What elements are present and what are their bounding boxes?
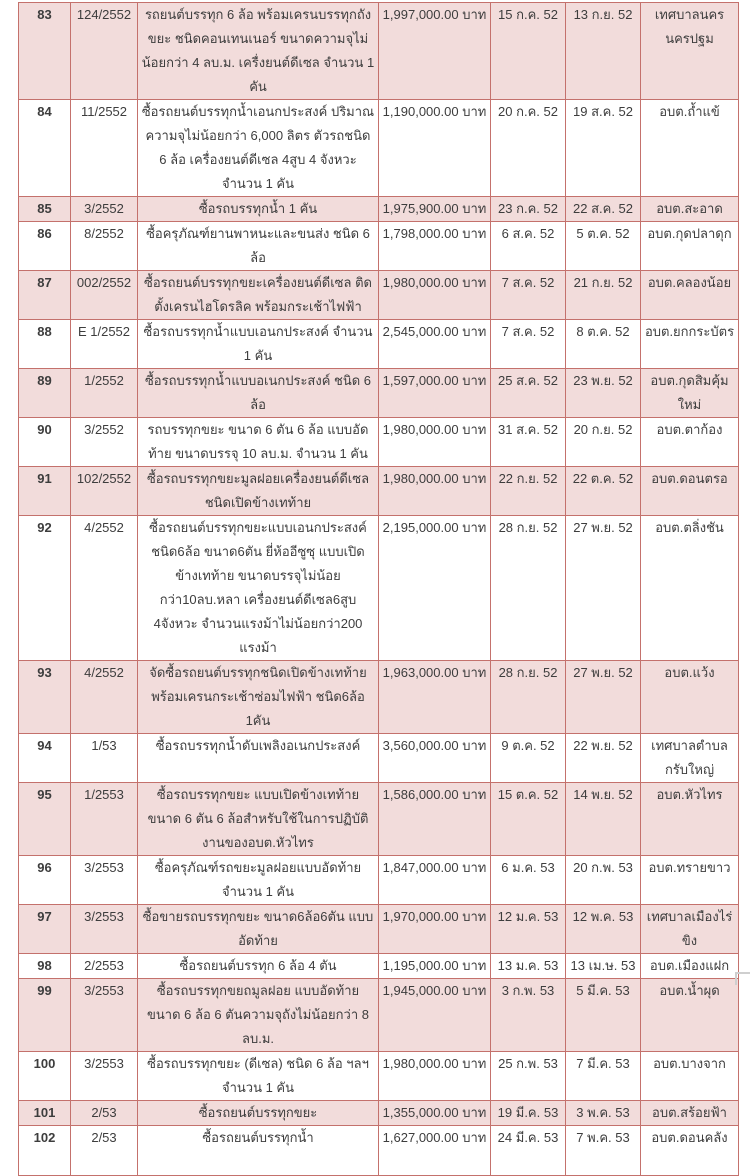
cell-sign-date: 27 พ.ย. 52 xyxy=(566,661,641,734)
table-row xyxy=(19,418,739,467)
cell-row-number: 99 xyxy=(19,979,71,1052)
cell-row-number: 94 xyxy=(19,734,71,783)
cell-sign-date: 22 พ.ย. 52 xyxy=(566,734,641,783)
table-row xyxy=(19,320,739,369)
cell-price: 1,945,000.00 บาท xyxy=(379,979,491,1052)
cell-doc-number: 124/2552 xyxy=(71,3,138,100)
cell-description: ซื้อรถบรรทุกน้ำดับเพลิงอเนกประสงค์ xyxy=(138,734,379,783)
cell-doc-number: 2/2553 xyxy=(71,954,138,979)
cell-sign-date: 13 ก.ย. 52 xyxy=(566,3,641,100)
cell-organization: เทศบาลตำบลกรับใหญ่ xyxy=(641,734,739,783)
table-row xyxy=(19,1052,739,1101)
cell-doc-number: 2/53 xyxy=(71,1126,138,1176)
cell-organization: เทศบาลเมืองไร่ขิง xyxy=(641,905,739,954)
cell-description: ซื้อรถบรรทุกขยะ (ดีเซล) ชนิด 6 ล้อ ฯลฯ จำนวน 1 คัน xyxy=(138,1052,379,1101)
table-row xyxy=(19,271,739,320)
cell-organization: อบต.ดอนคลัง xyxy=(641,1126,739,1176)
cell-row-number: 84 xyxy=(19,100,71,197)
cell-organization: เทศบาลนครนครปฐม xyxy=(641,3,739,100)
cell-description: ซื้อรถบรรทุกน้ำแบบอเนกประสงค์ ชนิด 6 ล้อ xyxy=(138,369,379,418)
cell-announce-date: 25 ส.ค. 52 xyxy=(491,369,566,418)
cell-doc-number: 3/2552 xyxy=(71,418,138,467)
cell-row-number: 101 xyxy=(19,1101,71,1126)
cell-description: ซื้อรถบรรทุกขยะ แบบเปิดข้างเทท้าย ขนาด 6 ตัน 6 ล้อสำหรับใช้ในการปฏิบัติงานของอบต.หัวไทร xyxy=(138,783,379,856)
cell-row-number: 85 xyxy=(19,197,71,222)
cell-price: 1,970,000.00 บาท xyxy=(379,905,491,954)
cell-announce-date: 19 มี.ค. 53 xyxy=(491,1101,566,1126)
cell-description: จัดซื้อรถยนต์บรรทุกชนิดเปิดข้างเทท้าย พร้อมเครนกระเช้าซ่อมไฟฟ้า ชนิด6ล้อ 1คัน xyxy=(138,661,379,734)
cell-price: 2,195,000.00 บาท xyxy=(379,516,491,661)
cell-row-number: 90 xyxy=(19,418,71,467)
cell-organization: อบต.ยกกระบัตร xyxy=(641,320,739,369)
cell-price: 1,980,000.00 บาท xyxy=(379,418,491,467)
cell-sign-date: 27 พ.ย. 52 xyxy=(566,516,641,661)
table-row xyxy=(19,222,739,271)
table-row xyxy=(19,661,739,734)
cell-price: 1,980,000.00 บาท xyxy=(379,1052,491,1101)
cell-row-number: 87 xyxy=(19,271,71,320)
cell-sign-date: 12 พ.ค. 53 xyxy=(566,905,641,954)
cell-row-number: 83 xyxy=(19,3,71,100)
cell-sign-date: 3 พ.ค. 53 xyxy=(566,1101,641,1126)
cell-row-number: 100 xyxy=(19,1052,71,1101)
cell-doc-number: 002/2552 xyxy=(71,271,138,320)
cell-description: ซื้อครุภัณฑ์รถขยะมูลฝอยแบบอัดท้าย จำนวน 1 คัน xyxy=(138,856,379,905)
cell-announce-date: 25 ก.พ. 53 xyxy=(491,1052,566,1101)
cell-announce-date: 23 ก.ค. 52 xyxy=(491,197,566,222)
cell-price: 1,355,000.00 บาท xyxy=(379,1101,491,1126)
cell-description: รถยนต์บรรทุก 6 ล้อ พร้อมเครนบรรทุกถังขยะ ชนิดคอนเทนเนอร์ ขนาดความจุไม่น้อยกว่า 4 ลบ.ม. เครื่งยนต์ดีเซล จำนวน 1 คัน xyxy=(138,3,379,100)
cell-sign-date: 22 ส.ค. 52 xyxy=(566,197,641,222)
cell-organization: อบต.คลองน้อย xyxy=(641,271,739,320)
cell-doc-number: 3/2552 xyxy=(71,197,138,222)
cell-announce-date: 28 ก.ย. 52 xyxy=(491,661,566,734)
table-row xyxy=(19,369,739,418)
table-row xyxy=(19,197,739,222)
corner-artifact xyxy=(735,972,750,985)
cell-description: ซื้อรถยนต์บรรทุกขยะเครื่องยนต์ดีเซล ติดตั้งเครนไฮโดรลิค พร้อมกระเช้าไฟฟ้า xyxy=(138,271,379,320)
cell-announce-date: 28 ก.ย. 52 xyxy=(491,516,566,661)
cell-announce-date: 7 ส.ค. 52 xyxy=(491,271,566,320)
cell-organization: อบต.กุดปลาดุก xyxy=(641,222,739,271)
table-row xyxy=(19,1101,739,1126)
cell-price: 3,560,000.00 บาท xyxy=(379,734,491,783)
cell-organization: อบต.ดอนตรอ xyxy=(641,467,739,516)
cell-doc-number: 1/2552 xyxy=(71,369,138,418)
cell-sign-date: 19 ส.ค. 52 xyxy=(566,100,641,197)
cell-doc-number: 3/2553 xyxy=(71,1052,138,1101)
cell-description: ซื้อรถบรรทุกน้ำ 1 คัน xyxy=(138,197,379,222)
cell-description: ซื้อขายรถบรรทุกขยะ ขนาด6ล้อ6ตัน แบบอัดท้าย xyxy=(138,905,379,954)
cell-row-number: 93 xyxy=(19,661,71,734)
cell-price: 1,980,000.00 บาท xyxy=(379,467,491,516)
table-row xyxy=(19,905,739,954)
table-row xyxy=(19,1126,739,1176)
cell-sign-date: 22 ต.ค. 52 xyxy=(566,467,641,516)
cell-announce-date: 9 ต.ค. 52 xyxy=(491,734,566,783)
cell-organization: อบต.บางจาก xyxy=(641,1052,739,1101)
cell-organization: อบต.หัวไทร xyxy=(641,783,739,856)
cell-doc-number: 102/2552 xyxy=(71,467,138,516)
cell-price: 1,627,000.00 บาท xyxy=(379,1126,491,1176)
cell-price: 1,195,000.00 บาท xyxy=(379,954,491,979)
cell-row-number: 95 xyxy=(19,783,71,856)
cell-description: ซื้อรถบรรทุกขยถมูลฝอย แบบอัดท้าย ขนาด 6 ล้อ 6 ตันความจุถังไม่น้อยกว่า 8 ลบ.ม. xyxy=(138,979,379,1052)
cell-organization: อบต.สะอาด xyxy=(641,197,739,222)
cell-row-number: 96 xyxy=(19,856,71,905)
table-body xyxy=(19,3,739,1176)
cell-row-number: 88 xyxy=(19,320,71,369)
cell-price: 1,190,000.00 บาท xyxy=(379,100,491,197)
cell-sign-date: 5 ต.ค. 52 xyxy=(566,222,641,271)
cell-row-number: 91 xyxy=(19,467,71,516)
cell-row-number: 86 xyxy=(19,222,71,271)
cell-announce-date: 3 ก.พ. 53 xyxy=(491,979,566,1052)
cell-description: ซื้อรถยนต์บรรทุก 6 ล้อ 4 ตัน xyxy=(138,954,379,979)
cell-doc-number: 1/53 xyxy=(71,734,138,783)
table-row xyxy=(19,516,739,661)
cell-doc-number: 1/2553 xyxy=(71,783,138,856)
cell-price: 1,997,000.00 บาท xyxy=(379,3,491,100)
cell-doc-number: 11/2552 xyxy=(71,100,138,197)
cell-sign-date: 20 ก.ย. 52 xyxy=(566,418,641,467)
cell-row-number: 89 xyxy=(19,369,71,418)
cell-organization: อบต.แว้ง xyxy=(641,661,739,734)
table-row xyxy=(19,467,739,516)
procurement-table xyxy=(18,2,739,1176)
cell-price: 1,980,000.00 บาท xyxy=(379,271,491,320)
table-row xyxy=(19,3,739,100)
cell-doc-number: 8/2552 xyxy=(71,222,138,271)
cell-announce-date: 6 ม.ค. 53 xyxy=(491,856,566,905)
cell-sign-date: 20 ก.พ. 53 xyxy=(566,856,641,905)
cell-organization: อบต.ตาก้อง xyxy=(641,418,739,467)
cell-organization: อบต.กุดสิมคุ้มใหม่ xyxy=(641,369,739,418)
cell-price: 1,963,000.00 บาท xyxy=(379,661,491,734)
cell-announce-date: 15 ต.ค. 52 xyxy=(491,783,566,856)
cell-row-number: 92 xyxy=(19,516,71,661)
cell-price: 1,597,000.00 บาท xyxy=(379,369,491,418)
cell-price: 2,545,000.00 บาท xyxy=(379,320,491,369)
cell-price: 1,798,000.00 บาท xyxy=(379,222,491,271)
cell-description: ซื้อรถบรรทุกขยะมูลฝอยเครื่องยนต์ดีเซล ชนิดเปิดข้างเทท้าย xyxy=(138,467,379,516)
cell-sign-date: 8 ต.ค. 52 xyxy=(566,320,641,369)
cell-sign-date: 21 ก.ย. 52 xyxy=(566,271,641,320)
cell-organization: อบต.น้ำผุด xyxy=(641,979,739,1052)
cell-description: ซื้อรถยนต์บรรทุกน้ำ xyxy=(138,1126,379,1176)
cell-doc-number: 3/2553 xyxy=(71,856,138,905)
cell-row-number: 102 xyxy=(19,1126,71,1176)
cell-organization: อบต.สร้อยฟ้า xyxy=(641,1101,739,1126)
table-row xyxy=(19,783,739,856)
cell-row-number: 97 xyxy=(19,905,71,954)
cell-announce-date: 24 มี.ค. 53 xyxy=(491,1126,566,1176)
cell-doc-number: E 1/2552 xyxy=(71,320,138,369)
cell-sign-date: 7 มี.ค. 53 xyxy=(566,1052,641,1101)
cell-announce-date: 7 ส.ค. 52 xyxy=(491,320,566,369)
cell-doc-number: 3/2553 xyxy=(71,979,138,1052)
cell-row-number: 98 xyxy=(19,954,71,979)
cell-organization: อบต.ตลิ่งชัน xyxy=(641,516,739,661)
table-row xyxy=(19,979,739,1052)
cell-announce-date: 13 ม.ค. 53 xyxy=(491,954,566,979)
cell-description: ซื้อครุภัณฑ์ยานพาหนะและขนส่ง ชนิด 6 ล้อ xyxy=(138,222,379,271)
cell-description: รถบรรทุกขยะ ขนาด 6 ตัน 6 ล้อ แบบอัดท้าย ขนาดบรรจุ 10 ลบ.ม. จำนวน 1 คัน xyxy=(138,418,379,467)
cell-announce-date: 15 ก.ค. 52 xyxy=(491,3,566,100)
cell-announce-date: 12 ม.ค. 53 xyxy=(491,905,566,954)
cell-sign-date: 5 มี.ค. 53 xyxy=(566,979,641,1052)
cell-announce-date: 20 ก.ค. 52 xyxy=(491,100,566,197)
cell-organization: อบต.เมืองแฝก xyxy=(641,954,739,979)
cell-price: 1,586,000.00 บาท xyxy=(379,783,491,856)
cell-sign-date: 23 พ.ย. 52 xyxy=(566,369,641,418)
cell-announce-date: 22 ก.ย. 52 xyxy=(491,467,566,516)
cell-doc-number: 4/2552 xyxy=(71,661,138,734)
cell-doc-number: 4/2552 xyxy=(71,516,138,661)
cell-price: 1,847,000.00 บาท xyxy=(379,856,491,905)
table-row xyxy=(19,954,739,979)
cell-organization: อบต.ถ้ำแข้ xyxy=(641,100,739,197)
table-row xyxy=(19,734,739,783)
cell-sign-date: 13 เม.ษ. 53 xyxy=(566,954,641,979)
cell-description: ซื้อรถยนต์บรรทุกขยะ xyxy=(138,1101,379,1126)
cell-price: 1,975,900.00 บาท xyxy=(379,197,491,222)
cell-sign-date: 7 พ.ค. 53 xyxy=(566,1126,641,1176)
cell-organization: อบต.ทรายขาว xyxy=(641,856,739,905)
cell-description: ซื้อรถยนต์บรรทุกน้ำเอนกประสงค์ ปริมาณความจุไม่น้อยกว่า 6,000 ลิตร ตัวรถชนิด 6 ล้อ เครื่องยนต์ดีเซล 4สูบ 4 จังหวะ จำนวน 1 คัน xyxy=(138,100,379,197)
cell-description: ซื้อรถบรรทุกน้ำแบบเอนกประสงค์ จำนวน 1 คัน xyxy=(138,320,379,369)
cell-announce-date: 6 ส.ค. 52 xyxy=(491,222,566,271)
cell-doc-number: 3/2553 xyxy=(71,905,138,954)
cell-sign-date: 14 พ.ย. 52 xyxy=(566,783,641,856)
cell-doc-number: 2/53 xyxy=(71,1101,138,1126)
table-row xyxy=(19,100,739,197)
cell-announce-date: 31 ส.ค. 52 xyxy=(491,418,566,467)
table-row xyxy=(19,856,739,905)
cell-description: ซื้อรถยนต์บรรทุกขยะแบบเอนกประสงค์ ชนิด6ล้อ ขนาด6ตัน ยี่ห้ออีซูซุ แบบเปิดข้างเทท้าย ขนาดบรรจุไม่น้อยกว่า10ลบ.หลา เครื่องยนต์ดีเซล6สูบ 4จังหวะ จำนวนแรงม้าไม่น้อยกว่า200 แรงม้า xyxy=(138,516,379,661)
